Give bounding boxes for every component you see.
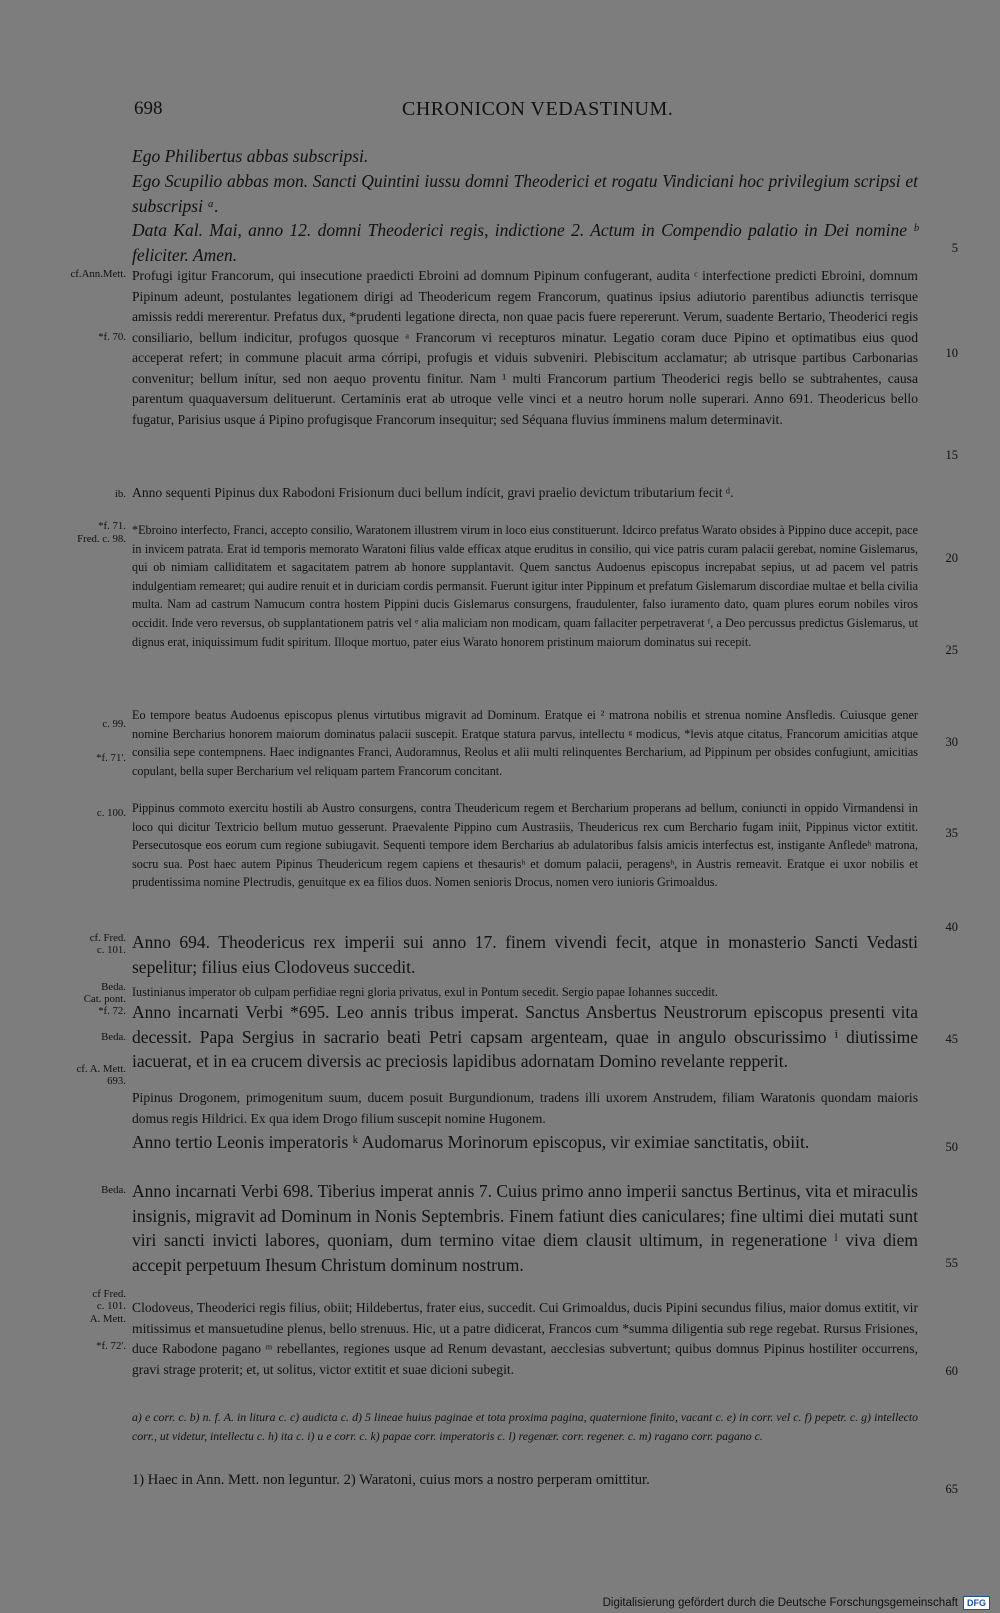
text-paragraph: Pippinus commoto exercitu hostili ab Austro consurgens, contra Theudericum regem et Bercharium properans ad bellum, coniuncti in oppido Virmandensi in loco qui dicitur Textricio bellum mutuo gesserunt. Praevalente Pippino cum Austrasiis, Theudericus rex cum Berchario fugam iniit, Pippinus victor extitit. Persecutosque eos eorum cum regione subiugavit. Sequenti tempore idem Bercharius ab adulatoribus falsis amicis interfectus est, instigante Anfledeʰ matrona, socru sua. Post haec autem Pipinus Theudericum regem capiens et thesaurisʰ et domum palacii, peragensʰ, in Austris remeavit. Eratque ei uxor nobilis et prudentissima nomine Plectrudis, genuitque ex ea filios duos. Nomen senioris Drocus, nomen vero iunioris Grimoaldus.	[132, 801, 918, 890]
margin-note: *f. 72'.	[96, 1340, 126, 1352]
footer	[603, 1596, 990, 1610]
text-paragraph: Anno 694. Theodericus rex imperii sui anno 17. finem vivendi fecit, atque in monasterio Sancti Vedasti sepelitur; filius eius Clodoveus succedit.	[132, 932, 918, 977]
text-paragraph: a) e corr. c. b) n. f. A. in litura c. c) audicta c. d) 5 lineae huius paginae et tota proxima pagina, quaternione finito, vacant c. e) in corr. vel c. f) pepetr. c. g) intellecto corr., ut videtur, intellectu c. h) ita c. i) u e corr. c. k) papae corr. imperatoris c. l) regenær. corr. regener. c. m) ragano corr. pagano c.	[132, 1410, 918, 1443]
text-paragraph: Eo tempore beatus Audoenus episcopus plenus virtutibus migravit ad Dominum. Eratque ei ² matrona nobilis et strenua nomine Ansfledis. Cuiusque gener nomine Bercharius honorem maiorum dominatus palacii suscepit. Eratque statura parvus, intellectu ᵍ modicus, *levis atque citatus, Francorum amicitias atque consilia sepe contempnens. Haec indignantes Franci, Audoramnus, Reolus et alii multi relinquentes Bercharium, ad Pippinum per obsides confugiunt, amicitias copulant, bella super Bercharium vel reliquam partem Francorum concitant.	[132, 708, 918, 778]
page-header	[0, 98, 1000, 128]
margin-note: *f. 71.	[98, 520, 126, 532]
line-number: 45	[945, 1032, 958, 1046]
text-paragraph: Ego Philibertus abbas subscripsi.	[132, 146, 369, 166]
margin-note: c. 101.	[96, 1300, 126, 1312]
margin-note: *f. 72.	[98, 1005, 126, 1017]
margin-note: ib.	[114, 488, 126, 500]
dfg-logo-icon: DFG	[963, 1596, 990, 1610]
text-paragraph: Iustinianus imperator ob culpam perfidiae regni gloria privatus, exul in Pontum secedit. Sergio papae Iohannes succedit.	[132, 985, 718, 999]
margin-note: c. 100.	[96, 807, 126, 819]
margin-note: Beda.	[101, 981, 126, 993]
line-number: 20	[945, 551, 958, 565]
text-paragraph: Anno incarnati Verbi *695. Leo annis tribus imperat. Sanctus Ansbertus Neustrorum episcopus presenti vita decessit. Papa Sergius in sacrario beati Petri capsam argenteam, quae in angulo obscurissimo ⁱ diutissime iacuerat, et in ea crucem diversis ac preciosis lapidibus adornatam Domino revelante repperit.	[132, 1002, 918, 1071]
text-paragraph: Ego Scupilio abbas mon. Sancti Quintini iussu domni Theoderici et rogatu Vindiciani hoc privilegium scripsi et subscripsi ᵃ.	[132, 171, 918, 216]
text-paragraph: *Ebroino interfecto, Franci, accepto consilio, Waratonem illustrem virum in loco eius constituerunt. Idcirco prefatus Warato obsides à Pippino duce accepit, pace in invicem patrata. Erat id temporis memorato Waratoni filius valde efficax atque eruditus in consilio, qui vice patris curam palacii gerebat, nomine Gislemarus, qui ob nimiam calliditatem et sagacitatem patrem ab honore supplantavit. Quem sanctus Audoenus episcopus increpabat sepius, ut ad pacem vel patris indulgentiam remearet; qui audire renuit et in duriciam cordis permansit. Fuerunt igitur inter Pippinum et prefatum Gislemarum discordiae multae et bella civilia multa. Nam ad castrum Namucum contra hostem Pippini ducis Gislemarus consurgens, fraudulenter, falso iuramento dato, quam plures eorum nobiles viros occidit. Inde vero reversus, ob supplantationem patris vel ᵉ alia maliciam non modicam, quam fallaciter perpetraverat ᶠ, a Deo percussus predictus Gislemarus, ut dignus erat, iniquissimum fudit spiritum. Illoque mortuo, pater eius Warato honorem pristinum maiorum dominatus sui recepit.	[132, 523, 918, 649]
margin-note: cf.Ann.Mett.	[70, 268, 126, 280]
line-number: 65	[945, 1482, 958, 1496]
margin-note: 693.	[107, 1075, 126, 1087]
text-paragraph: Profugi igitur Francorum, qui insecutione praedicti Ebroini ad domnum Pipinum confugerant, audita ᶜ interfectione predicti Ebroini, domnum Pipinum adeunt, postulantes legationem dirigi ad Theodericum regem Francorum, quatinus ipsius adiutorio parentibus adiunctis terrisque amissis reddi mererentur. Prefatus dux, *prudenti legatione directa, non quae pacis fuere repererunt. Verum, suadente Bertario, Theoderici regis consiliario, bellum indicitur, profugos quosque ᵃ Francorum vi recepturos minatur. Legatio coram duce Pipino et optimatibus eius quod acceperat refert; in commune placuit arma córripi, profugis et viduis subveniri. Plebiscitum acclamatur; ab utrisque partibus Carbonarias convenitur; bellum inítur, sed non aequo proventu finitur. Nam ¹ multi Francorum partium Theoderici regis bello se subtrahentes, causa parentum quaquaversum delituerunt. Certaminis erat ab utroque velle vinci et a neutro horum nolle superari. Anno 691. Theodericus bello fugatur, Parisius usque á Pipino profugisque Francorum insequitur; sed Séquana fluvius ímminens malum determinavit.	[132, 268, 918, 427]
margin-note: c. 99.	[102, 718, 126, 730]
line-number: 50	[945, 1140, 958, 1154]
line-number: 60	[945, 1364, 958, 1378]
margin-note: A. Mett.	[89, 1313, 126, 1325]
line-number: 10	[945, 346, 958, 360]
margin-note: *f. 71'.	[96, 752, 126, 764]
line-number: 25	[945, 643, 958, 657]
line-number: 15	[945, 448, 958, 462]
footer-text: Digitalisierung gefördert durch die Deutsche Forschungsgemeinschaft	[602, 1597, 958, 1609]
line-number: 30	[945, 735, 958, 749]
margin-note: Beda.	[101, 1184, 126, 1196]
margin-note: c. 101.	[96, 944, 126, 956]
margin-note: Fred. c. 98.	[77, 533, 126, 545]
text-paragraph: Anno incarnati Verbi 698. Tiberius imperat annis 7. Cuius primo anno imperii sanctus Bertinus, vita et miraculis insignis, migravit ad Dominum in Nonis Septembris. Finem fatiunt dies caniculares; fine ultimi diei mutati sunt viri sancti invicti labores, quoniam, dum termino vitae diem clausit ultimum, in regeneratione ˡ viva diem accepit perpetuum Ihesum Christum dominum nostrum.	[132, 1181, 918, 1275]
line-number: 40	[945, 920, 958, 934]
line-number: 55	[945, 1256, 958, 1270]
line-number: 5	[951, 241, 958, 255]
page-number: 698	[134, 98, 163, 119]
margin-note: Cat. pont.	[83, 993, 126, 1005]
margin-note: *f. 70.	[98, 331, 126, 343]
text-paragraph: Pipinus Drogonem, primogenitum suum, ducem posuit Burgundionum, tradens illi uxorem Anstrudem, filiam Waratonis quondam maioris domus regis Hildrici. Ex qua idem Drogo filium suscepit nomine Hugonem.	[132, 1090, 918, 1126]
margin-note: Beda.	[101, 1031, 126, 1043]
margin-note: cf. A. Mett.	[76, 1063, 126, 1075]
text-paragraph: Anno sequenti Pipinus dux Rabodoni Frisionum duci bellum indícit, gravi praelio devictum tributarium fecit ᵈ.	[132, 485, 734, 500]
text-paragraph: Clodoveus, Theoderici regis filius, obiit; Hildebertus, frater eius, succedit. Cui Grimoaldus, ducis Pipini secundus filius, maior domus extitit, vir mitissimus et mansuetudine plenus, bello strenuus. Hic, ut a patre didicerat, Francos cum *summa diligentia sub rege regebat. Rursus Frisiones, duce Rabodone pagano ᵐ rebellantes, regiones usque ad Renum devastant, aecclesias subvertunt; quibus domnus Pipinus hostiliter occurrens, gravi strage proterit; et, ut solitus, victor extitit et suae dicioni subegit.	[132, 1300, 918, 1377]
text-paragraph: Data Kal. Mai, anno 12. domni Theoderici regis, indictione 2. Actum in Compendio palatio in Dei nomine ᵇ feliciter. Amen.	[132, 220, 918, 265]
margin-note: cf Fred.	[92, 1288, 126, 1300]
margin-note: cf. Fred.	[89, 932, 126, 944]
text-paragraph: Anno tertio Leonis imperatoris ᵏ Audomarus Morinorum episcopus, vir eximiae sanctitatis, obiit.	[132, 1132, 810, 1152]
text-paragraph: 1) Haec in Ann. Mett. non leguntur. 2) Waratoni, cuius mors a nostro perperam omittitur.	[132, 1472, 650, 1488]
line-number: 35	[945, 826, 958, 840]
running-title: CHRONICON VEDASTINUM.	[402, 98, 674, 120]
